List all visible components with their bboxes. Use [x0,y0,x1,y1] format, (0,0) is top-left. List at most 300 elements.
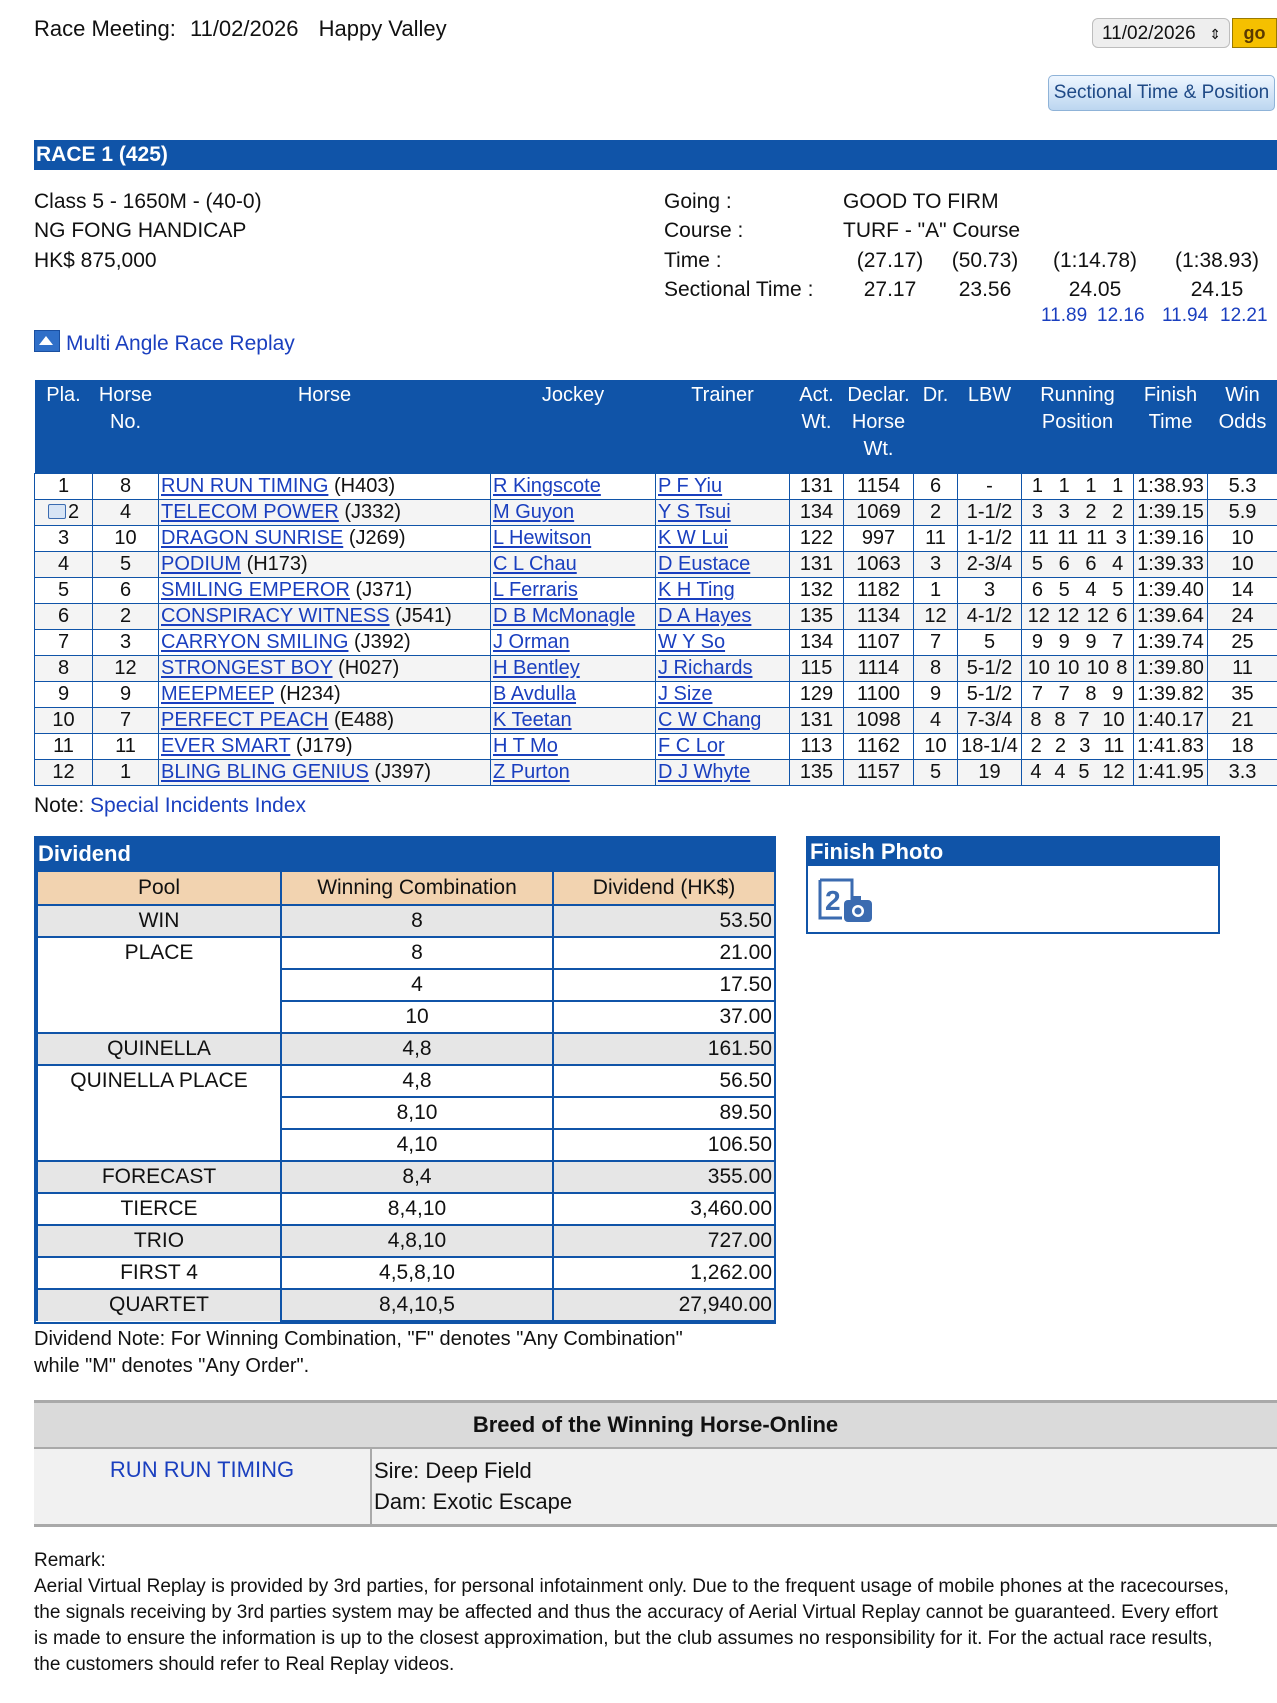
jockey-link[interactable]: B Avdulla [493,683,577,705]
horse-code: (H027) [338,657,400,679]
jockey-cell [491,734,656,760]
finish-photo-title: Finish Photo [808,838,1218,866]
win-odds: 11 [1208,656,1277,682]
horse-code: (J179) [295,735,353,757]
running-position-value: 3 [1058,501,1070,523]
win-odds: 10 [1208,552,1277,578]
running-position [1022,500,1134,526]
running-position-value: 3 [1115,527,1127,549]
placing: 3 [35,526,93,552]
jockey-link[interactable]: D B McMonagle [493,605,636,627]
horse-code: (H403) [333,475,396,497]
draw: 1 [914,578,958,604]
horse-number: 3 [93,630,159,656]
jockey-cell [491,526,656,552]
dividend-amount: 17.50 [553,969,775,1001]
horse-cell [159,526,491,552]
horse-cell [159,578,491,604]
finish-time: 1:41.95 [1134,760,1208,786]
time-value: (27.17) [856,249,924,272]
special-incidents-link[interactable]: Special Incidents Index [90,794,307,817]
lbw: 18-1/4 [958,734,1022,760]
dividend-amount: 56.50 [553,1065,775,1097]
actual-weight: 135 [790,760,844,786]
running-position-value: 4 [1030,761,1042,783]
winning-combination: 4,8 [281,1065,553,1097]
horse-code: (H234) [279,683,341,705]
jockey-cell [491,474,656,500]
remark-text: the customers should refer to Real Replay videos. [34,1654,455,1675]
running-position-value: 7 [1112,631,1124,653]
finish-photo-panel [806,836,1220,934]
running-position [1022,604,1134,630]
winning-combination: 4,8 [281,1033,553,1065]
horse-cell [159,552,491,578]
horse-link[interactable]: CONSPIRACY WITNESS [161,605,390,627]
trainer-cell [656,630,790,656]
placing: 4 [35,552,93,578]
winning-combination: 8,4,10 [281,1193,553,1225]
placing: 11 [35,734,93,760]
course-label: Course : [664,219,744,242]
running-position [1022,630,1134,656]
race-name: NG FONG HANDICAP [34,219,247,242]
horse-link[interactable]: TELECOM POWER [161,501,339,523]
meeting-date: 11/02/2026 [189,16,299,41]
trainer-link[interactable]: P F Yiu [658,475,723,497]
running-position-value: 8 [1054,709,1066,731]
col-pool: Pool [37,871,281,905]
result-row [35,760,1277,786]
declared-weight: 1098 [844,708,914,734]
svg-text:2: 2 [825,885,841,916]
dividend-amount: 106.50 [553,1129,775,1161]
finish-time: 1:38.93 [1134,474,1208,500]
actual-weight: 113 [790,734,844,760]
race-class: Class 5 - 1650M - (40-0) [34,190,262,213]
placing: 9 [35,682,93,708]
running-position-value: 12 [1057,605,1080,627]
dividend-amount: 3,460.00 [553,1193,775,1225]
horse-number: 12 [93,656,159,682]
result-row [35,552,1277,578]
trainer-link[interactable]: Y S Tsui [658,501,731,523]
horse-number: 10 [93,526,159,552]
col-horse-no: Horse No. [93,380,159,474]
horse-code: (J269) [348,527,406,549]
dividend-amount: 21.00 [553,937,775,969]
horse-link[interactable]: CARRYON SMILING [161,631,349,653]
running-position [1022,656,1134,682]
race-prize: HK$ 875,000 [34,249,157,272]
jockey-cell [491,708,656,734]
pool-name: QUINELLA [37,1033,281,1065]
horse-link[interactable]: PODIUM [161,553,241,575]
jockey-link[interactable]: L Hewitson [493,527,592,549]
camera-2-icon[interactable] [816,874,874,926]
result-row [35,474,1277,500]
placing: 5 [35,578,93,604]
finish-time: 1:40.17 [1134,708,1208,734]
trainer-link[interactable]: F C Lor [658,735,725,757]
running-position-value: 12 [1027,605,1050,627]
jockey-link[interactable]: K Teetan [493,709,572,731]
running-position-value: 1 [1085,475,1097,497]
running-position-value: 6 [1116,605,1128,627]
placing: 10 [35,708,93,734]
lbw: 4-1/2 [958,604,1022,630]
pool-name: QUARTET [37,1289,281,1321]
horse-link[interactable]: MEEPMEEP [161,683,274,705]
going-value: GOOD TO FIRM [843,190,999,213]
trainer-link[interactable]: D J Whyte [658,761,751,783]
running-position-value: 3 [1031,501,1043,523]
win-odds: 18 [1208,734,1277,760]
sectional-value: 27.17 [863,278,917,301]
winning-combination: 10 [281,1001,553,1033]
horse-link[interactable]: DRAGON SUNRISE [161,527,344,549]
jockey-cell [491,682,656,708]
dividend-note-line: Dividend Note: For Winning Combination, "F" denotes "Any Combination" [34,1328,683,1350]
trainer-cell [656,656,790,682]
pool-name: QUINELLA PLACE [37,1065,281,1161]
winning-combination: 8,4 [281,1161,553,1193]
replay-icon [34,330,60,352]
running-position-value: 4 [1112,553,1124,575]
result-row [35,656,1277,682]
photo-icon[interactable] [48,504,66,519]
horse-number: 7 [93,708,159,734]
horse-code: (E488) [334,709,395,731]
running-position [1022,526,1134,552]
result-row [35,500,1277,526]
actual-weight: 131 [790,552,844,578]
trainer-link[interactable]: C W Chang [658,709,762,731]
trainer-link[interactable]: K W Lui [658,527,729,549]
running-position-value: 11 [1103,735,1125,757]
running-position-value: 10 [1102,709,1125,731]
col-winning-combination: Winning Combination [281,871,553,905]
actual-weight: 135 [790,604,844,630]
running-position-value: 2 [1054,735,1067,757]
running-position-value: 12 [1086,605,1109,627]
jockey-link[interactable]: H T Mo [493,735,558,757]
result-row [35,604,1277,630]
jockey-cell [491,760,656,786]
horse-number: 9 [93,682,159,708]
running-position-value: 9 [1031,631,1043,653]
running-position-value: 9 [1112,683,1124,705]
trainer-cell [656,604,790,630]
jockey-cell [491,500,656,526]
running-position-value: 2 [1030,735,1042,757]
dividend-note-line: while "M" denotes "Any Order". [34,1355,310,1377]
horse-link[interactable]: BLING BLING GENIUS [161,761,369,783]
jockey-link[interactable]: C L Chau [493,553,577,575]
col-horse: Horse [159,380,491,474]
sectional-time-button[interactable]: Sectional Time & Position [1048,75,1275,111]
result-row [35,708,1277,734]
course-value: TURF - "A" Course [843,219,1021,242]
go-button[interactable]: go [1232,18,1277,48]
col-act-wt: Act. Wt. [790,380,844,474]
breed-title: Breed of the Winning Horse-Online [34,1402,1277,1449]
sectional-value: 23.56 [958,278,1012,301]
dividend-row [37,1033,775,1065]
trainer-link[interactable]: J Size [658,683,713,705]
declared-weight: 1154 [844,474,914,500]
running-position-value: 2 [1085,501,1097,523]
win-odds: 25 [1208,630,1277,656]
pool-name: FORECAST [37,1161,281,1193]
horse-cell [159,656,491,682]
trainer-cell [656,526,790,552]
win-odds: 3.3 [1208,760,1277,786]
result-row [35,526,1277,552]
draw: 6 [914,474,958,500]
running-position [1022,734,1134,760]
running-position [1022,708,1134,734]
dividend-note [34,1326,774,1380]
running-position [1022,552,1134,578]
jockey-link[interactable]: R Kingscote [493,475,601,497]
actual-weight: 134 [790,500,844,526]
remark-label: Remark: [34,1550,106,1571]
sectional-value: 24.15 [1190,278,1244,301]
trainer-link[interactable]: D A Hayes [658,605,752,627]
win-odds: 14 [1208,578,1277,604]
running-position-value: 4 [1054,761,1066,783]
horse-code: (H173) [246,553,308,575]
declared-weight: 1100 [844,682,914,708]
running-position-value: 10 [1057,657,1080,679]
win-odds: 5.9 [1208,500,1277,526]
declared-weight: 1114 [844,656,914,682]
time-value: (50.73) [951,249,1019,272]
finish-time: 1:39.40 [1134,578,1208,604]
horse-code: (J392) [354,631,411,653]
running-position-value: 9 [1085,631,1097,653]
jockey-link[interactable]: H Bentley [493,657,580,679]
actual-weight: 131 [790,708,844,734]
winning-combination: 8 [281,937,553,969]
time-value: (1:38.93) [1174,249,1260,272]
running-position-value: 8 [1085,683,1097,705]
sub-sectional-value: 12.21 [1220,305,1268,326]
trainer-cell [656,760,790,786]
running-position-value: 10 [1027,657,1050,679]
running-position-value: 2 [1112,501,1124,523]
finish-time: 1:39.82 [1134,682,1208,708]
finish-time: 1:39.80 [1134,656,1208,682]
horse-number: 8 [93,474,159,500]
running-position-value: 5 [1078,761,1090,783]
actual-weight: 131 [790,474,844,500]
placing: 7 [35,630,93,656]
going-label: Going : [664,190,732,213]
date-select[interactable] [1092,18,1230,48]
pool-name: TRIO [37,1225,281,1257]
trainer-cell [656,708,790,734]
dividend-amount: 27,940.00 [553,1289,775,1321]
dividend-row [37,905,775,937]
updown-chevron-icon: ⇕ [1209,26,1221,42]
col-dividend: Dividend (HK$) [553,871,775,905]
jockey-cell [491,604,656,630]
placing: 1 [35,474,93,500]
declared-weight: 1134 [844,604,914,630]
dividend-panel [34,836,776,1324]
horse-code: (J541) [395,605,452,627]
results-table [34,380,1277,786]
dividend-row [37,1193,775,1225]
horse-number: 5 [93,552,159,578]
dividend-title: Dividend [36,838,774,870]
declared-weight: 997 [844,526,914,552]
winning-combination: 8 [281,905,553,937]
finish-time: 1:39.15 [1134,500,1208,526]
trainer-cell [656,578,790,604]
col-declar-wt: Declar. Horse Wt. [844,380,914,474]
dividend-amount: 727.00 [553,1225,775,1257]
result-row [35,734,1277,760]
draw: 7 [914,630,958,656]
running-position-value: 11 [1057,527,1079,549]
horse-cell [159,474,491,500]
running-position-value: 11 [1086,527,1108,549]
result-row [35,630,1277,656]
dividend-row [37,1225,775,1257]
running-position-value: 6 [1058,553,1070,575]
running-position [1022,474,1134,500]
col-trainer: Trainer [656,380,790,474]
draw: 3 [914,552,958,578]
sectional-label: Sectional Time : [664,278,814,301]
placing: 6 [35,604,93,630]
horse-cell [159,708,491,734]
jockey-link[interactable]: Z Purton [493,761,570,783]
lbw: 3 [958,578,1022,604]
horse-number: 6 [93,578,159,604]
meeting-label: Race Meeting: [34,16,176,41]
trainer-link[interactable]: J Richards [658,657,753,679]
running-position-value: 1 [1031,475,1043,497]
running-position-value: 10 [1086,657,1109,679]
race-title-bar: RACE 1 (425) [34,140,1277,170]
dividend-row [37,1289,775,1321]
pool-name: WIN [37,905,281,937]
trainer-link[interactable]: W Y So [658,631,726,653]
running-position-value: 1 [1058,475,1070,497]
remark-text: Aerial Virtual Replay is provided by 3rd parties, for personal infotainment only. Due to the frequent usage of mobile phones at the racecourses, [34,1576,1229,1597]
running-position-value: 6 [1085,553,1097,575]
sire: Sire: Deep Field [374,1458,532,1483]
trainer-cell [656,734,790,760]
dividend-row [37,1161,775,1193]
horse-link[interactable]: RUN RUN TIMING [161,475,329,497]
horse-link[interactable]: PERFECT PEACH [161,709,329,731]
running-position [1022,760,1134,786]
dividend-amount: 1,262.00 [553,1257,775,1289]
remark-text: is made to ensure the information is up to the closest approximation, but the club assumes no responsibility for it. For the actual race results, [34,1628,1213,1649]
running-position-value: 3 [1079,735,1091,757]
lbw: 1-1/2 [958,500,1022,526]
sub-sectional-value: 12.16 [1097,305,1145,326]
winning-combination: 8,4,10,5 [281,1289,553,1321]
actual-weight: 129 [790,682,844,708]
col-finish-time: Finish Time [1134,380,1208,474]
lbw: 5-1/2 [958,682,1022,708]
jockey-link[interactable]: J Orman [493,631,570,653]
win-odds: 21 [1208,708,1277,734]
draw: 5 [914,760,958,786]
jockey-cell [491,578,656,604]
jockey-cell [491,630,656,656]
horse-link[interactable]: EVER SMART [161,735,291,757]
jockey-link[interactable]: L Ferraris [493,579,578,601]
result-row [35,682,1277,708]
trainer-link[interactable]: K H Ting [658,579,735,601]
running-position-value: 8 [1116,657,1128,679]
horse-link[interactable]: STRONGEST BOY [161,657,333,679]
trainer-cell [656,552,790,578]
time-value: (1:14.78) [1052,249,1138,272]
dividend-amount: 161.50 [553,1033,775,1065]
running-position-value: 7 [1031,683,1043,705]
winning-horse-name[interactable]: RUN RUN TIMING [34,1448,371,1526]
horse-code: (J397) [374,761,432,783]
finish-time: 1:41.83 [1134,734,1208,760]
col-win-odds: Win Odds [1208,380,1277,474]
running-position-value: 7 [1078,709,1090,731]
remark [34,1548,1277,1678]
note-label: Note: [34,794,85,817]
horse-link[interactable]: SMILING EMPEROR [161,579,350,601]
date-select-value: 11/02/2026 [1102,23,1196,44]
lbw: 7-3/4 [958,708,1022,734]
running-position [1022,578,1134,604]
declared-weight: 1157 [844,760,914,786]
horse-cell [159,734,491,760]
trainer-cell [656,682,790,708]
draw: 12 [914,604,958,630]
finish-time: 1:39.74 [1134,630,1208,656]
meeting-venue: Happy Valley [318,16,447,41]
running-position-value: 8 [1030,709,1042,731]
dividend-amount: 89.50 [553,1097,775,1129]
running-position-value: 4 [1085,579,1097,601]
horse-cell [159,604,491,630]
pool-name: PLACE [37,937,281,1033]
horse-cell [159,630,491,656]
dividend-row [37,1065,775,1097]
sub-sectional-value: 11.89 [1041,305,1088,326]
running-position-value: 11 [1028,527,1049,549]
declared-weight: 1063 [844,552,914,578]
multi-angle-replay-link[interactable] [34,330,295,356]
trainer-link[interactable]: D Eustace [658,553,751,575]
dividend-amount: 53.50 [553,905,775,937]
col-pla: Pla. [35,380,93,474]
horse-cell [159,682,491,708]
winning-combination: 4 [281,969,553,1001]
finish-time: 1:39.64 [1134,604,1208,630]
jockey-link[interactable]: M Guyon [493,501,575,523]
running-position-value: 5 [1031,553,1043,575]
remark-text: the signals receiving by 3rd parties system may be affected and thus the accuracy of Aerial Virtual Replay cannot be guaranteed. Every effort [34,1602,1218,1623]
draw: 4 [914,708,958,734]
replay-link-label: Multi Angle Race Replay [66,332,295,355]
